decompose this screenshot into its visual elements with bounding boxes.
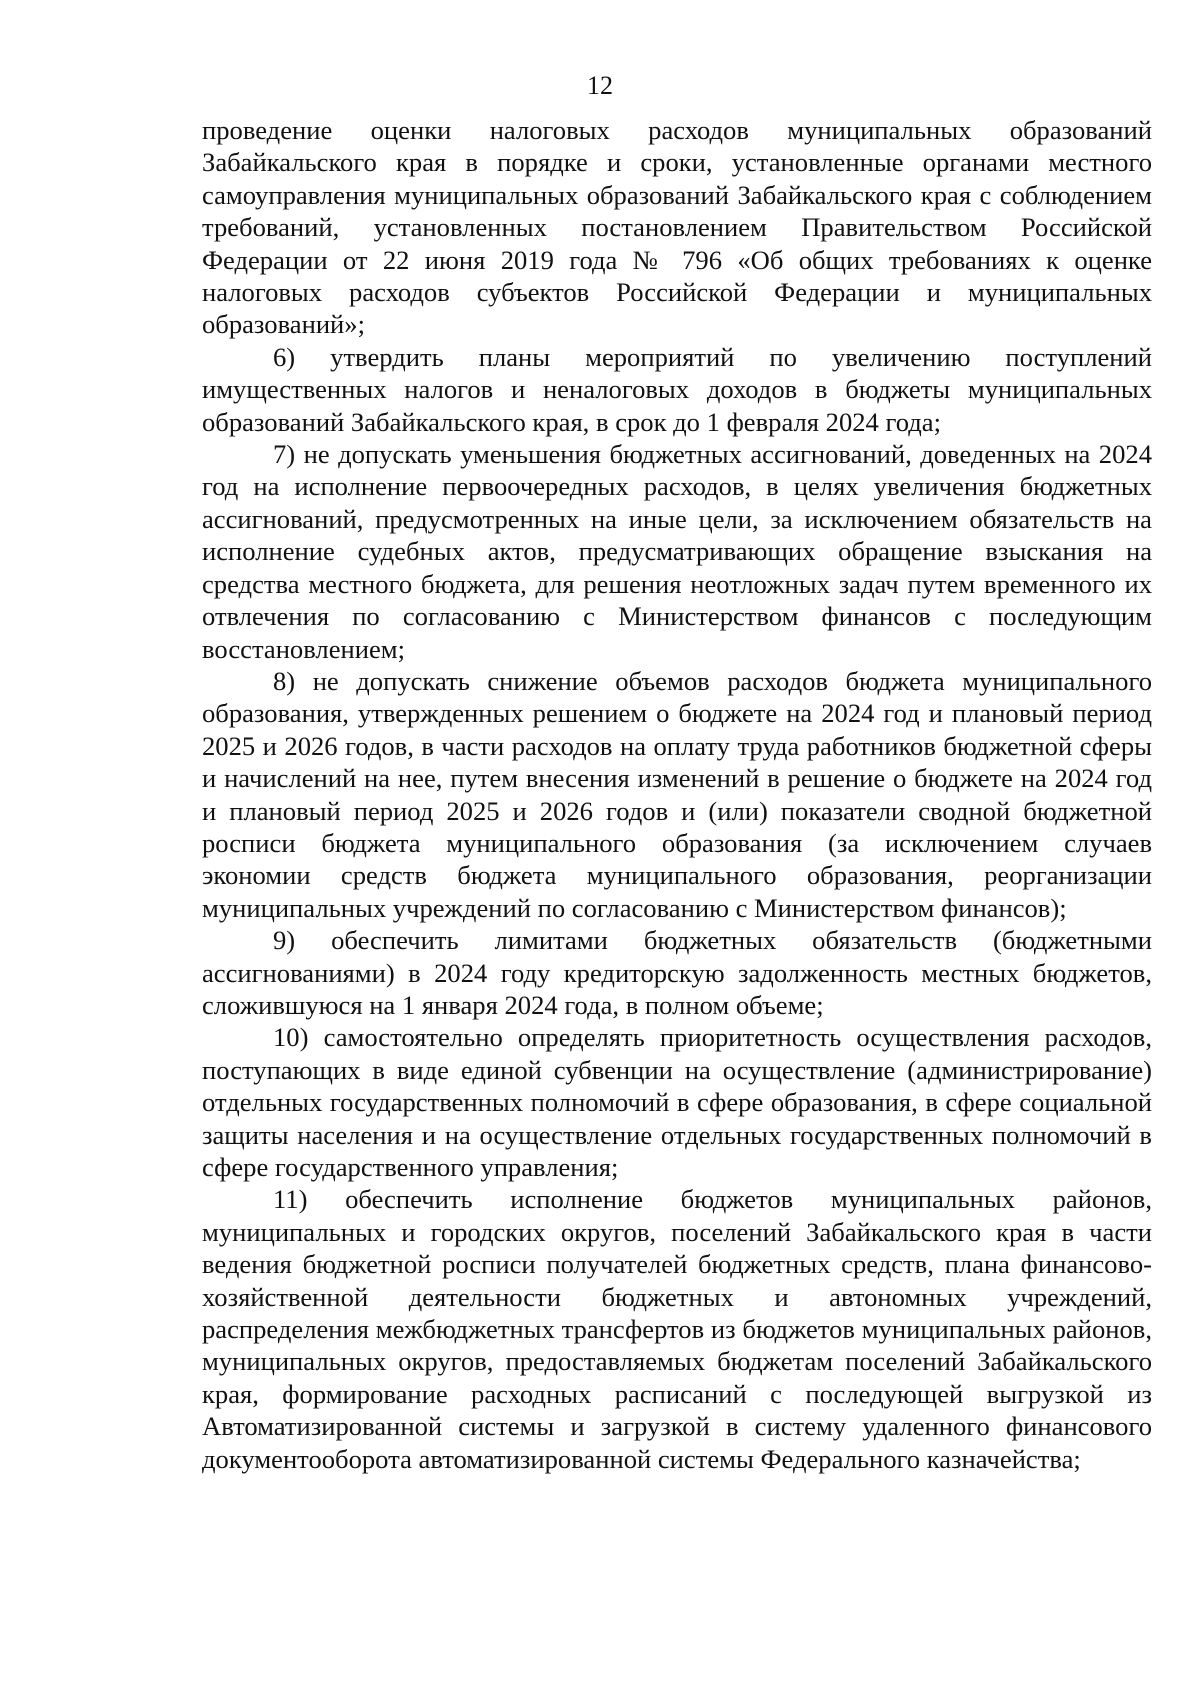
- page-number: 12: [587, 71, 613, 100]
- paragraph-item-10: 10) самостоятельно определять приоритетность осуществления расходов, поступающих в виде единой субвенции на осуществление (администрирование) отдельных государственных полномочий в сфере образования, в сфере социальной защиты населения и на осуществление отдельных государственных полномочий в сфере государственного управления;: [202, 1022, 1152, 1182]
- paragraph-continuation: проведение оценки налоговых расходов муниципальных образований Забайкальского края в порядке и сроки, установленные органами местного самоуправления муниципальных образований Забайкальского края с соблюдением требований, установленных постановлением Правительством Российской Федерации от 22 июня 2019 года № 796 «Об общих требованиях к оценке налоговых расходов субъектов Российской Федерации и муниципальных образований»;: [202, 115, 1152, 340]
- paragraph-item-8: 8) не допускать снижение объемов расходов бюджета муниципального образования, утвержденных решением о бюджете на 2024 год и плановый период 2025 и 2026 годов, в части расходов на оплату труда работников бюджетной сферы и начислений на нее, путем внесения изменений в решение о бюджете на 2024 год и плановый период 2025 и 2026 годов и (или) показатели сводной бюджетной росписи бюджета муниципального образования (за исключением случаев экономии средств бюджета муниципального образования, реорганизации муниципальных учреждений по согласованию с Министерством финансов);: [202, 665, 1152, 923]
- paragraph-item-6: 6) утвердить планы мероприятий по увеличению поступлений имущественных налогов и неналоговых доходов в бюджеты муниципальных образований Забайкальского края, в срок до 1 февраля 2024 года;: [202, 341, 1152, 437]
- paragraph-item-11: 11) обеспечить исполнение бюджетов муниципальных районов, муниципальных и городских округов, поселений Забайкальского края в части ведения бюджетной росписи получателей бюджетных средств, плана финансово-хозяйственной деятельности бюджетных и автономных учреждений, распределения межбюджетных трансфертов из бюджетов муниципальных районов, муниципальных округов, предоставляемых бюджетам поселений Забайкальского края, формирование расходных расписаний с последующей выгрузкой из Автоматизированной системы и загрузкой в систему удаленного финансового документооборота автоматизированной системы Федерального казначейства;: [202, 1184, 1152, 1474]
- document-body: [202, 114, 1152, 1475]
- paragraph-item-9: 9) обеспечить лимитами бюджетных обязательств (бюджетными ассигнованиями) в 2024 году кредиторскую задолженность местных бюджетов, сложившуюся на 1 января 2024 года, в полном объеме;: [202, 925, 1152, 1020]
- paragraph-item-7: 7) не допускать уменьшения бюджетных ассигнований, доведенных на 2024 год на исполнение первоочередных расходов, в целях увеличения бюджетных ассигнований, предусмотренных на иные цели, за исключением обязательств на исполнение судебных актов, предусматривающих обращение взыскания на средства местного бюджета, для решения неотложных задач путем временного их отвлечения по согласованию с Министерством финансов с последующим восстановлением;: [202, 439, 1152, 664]
